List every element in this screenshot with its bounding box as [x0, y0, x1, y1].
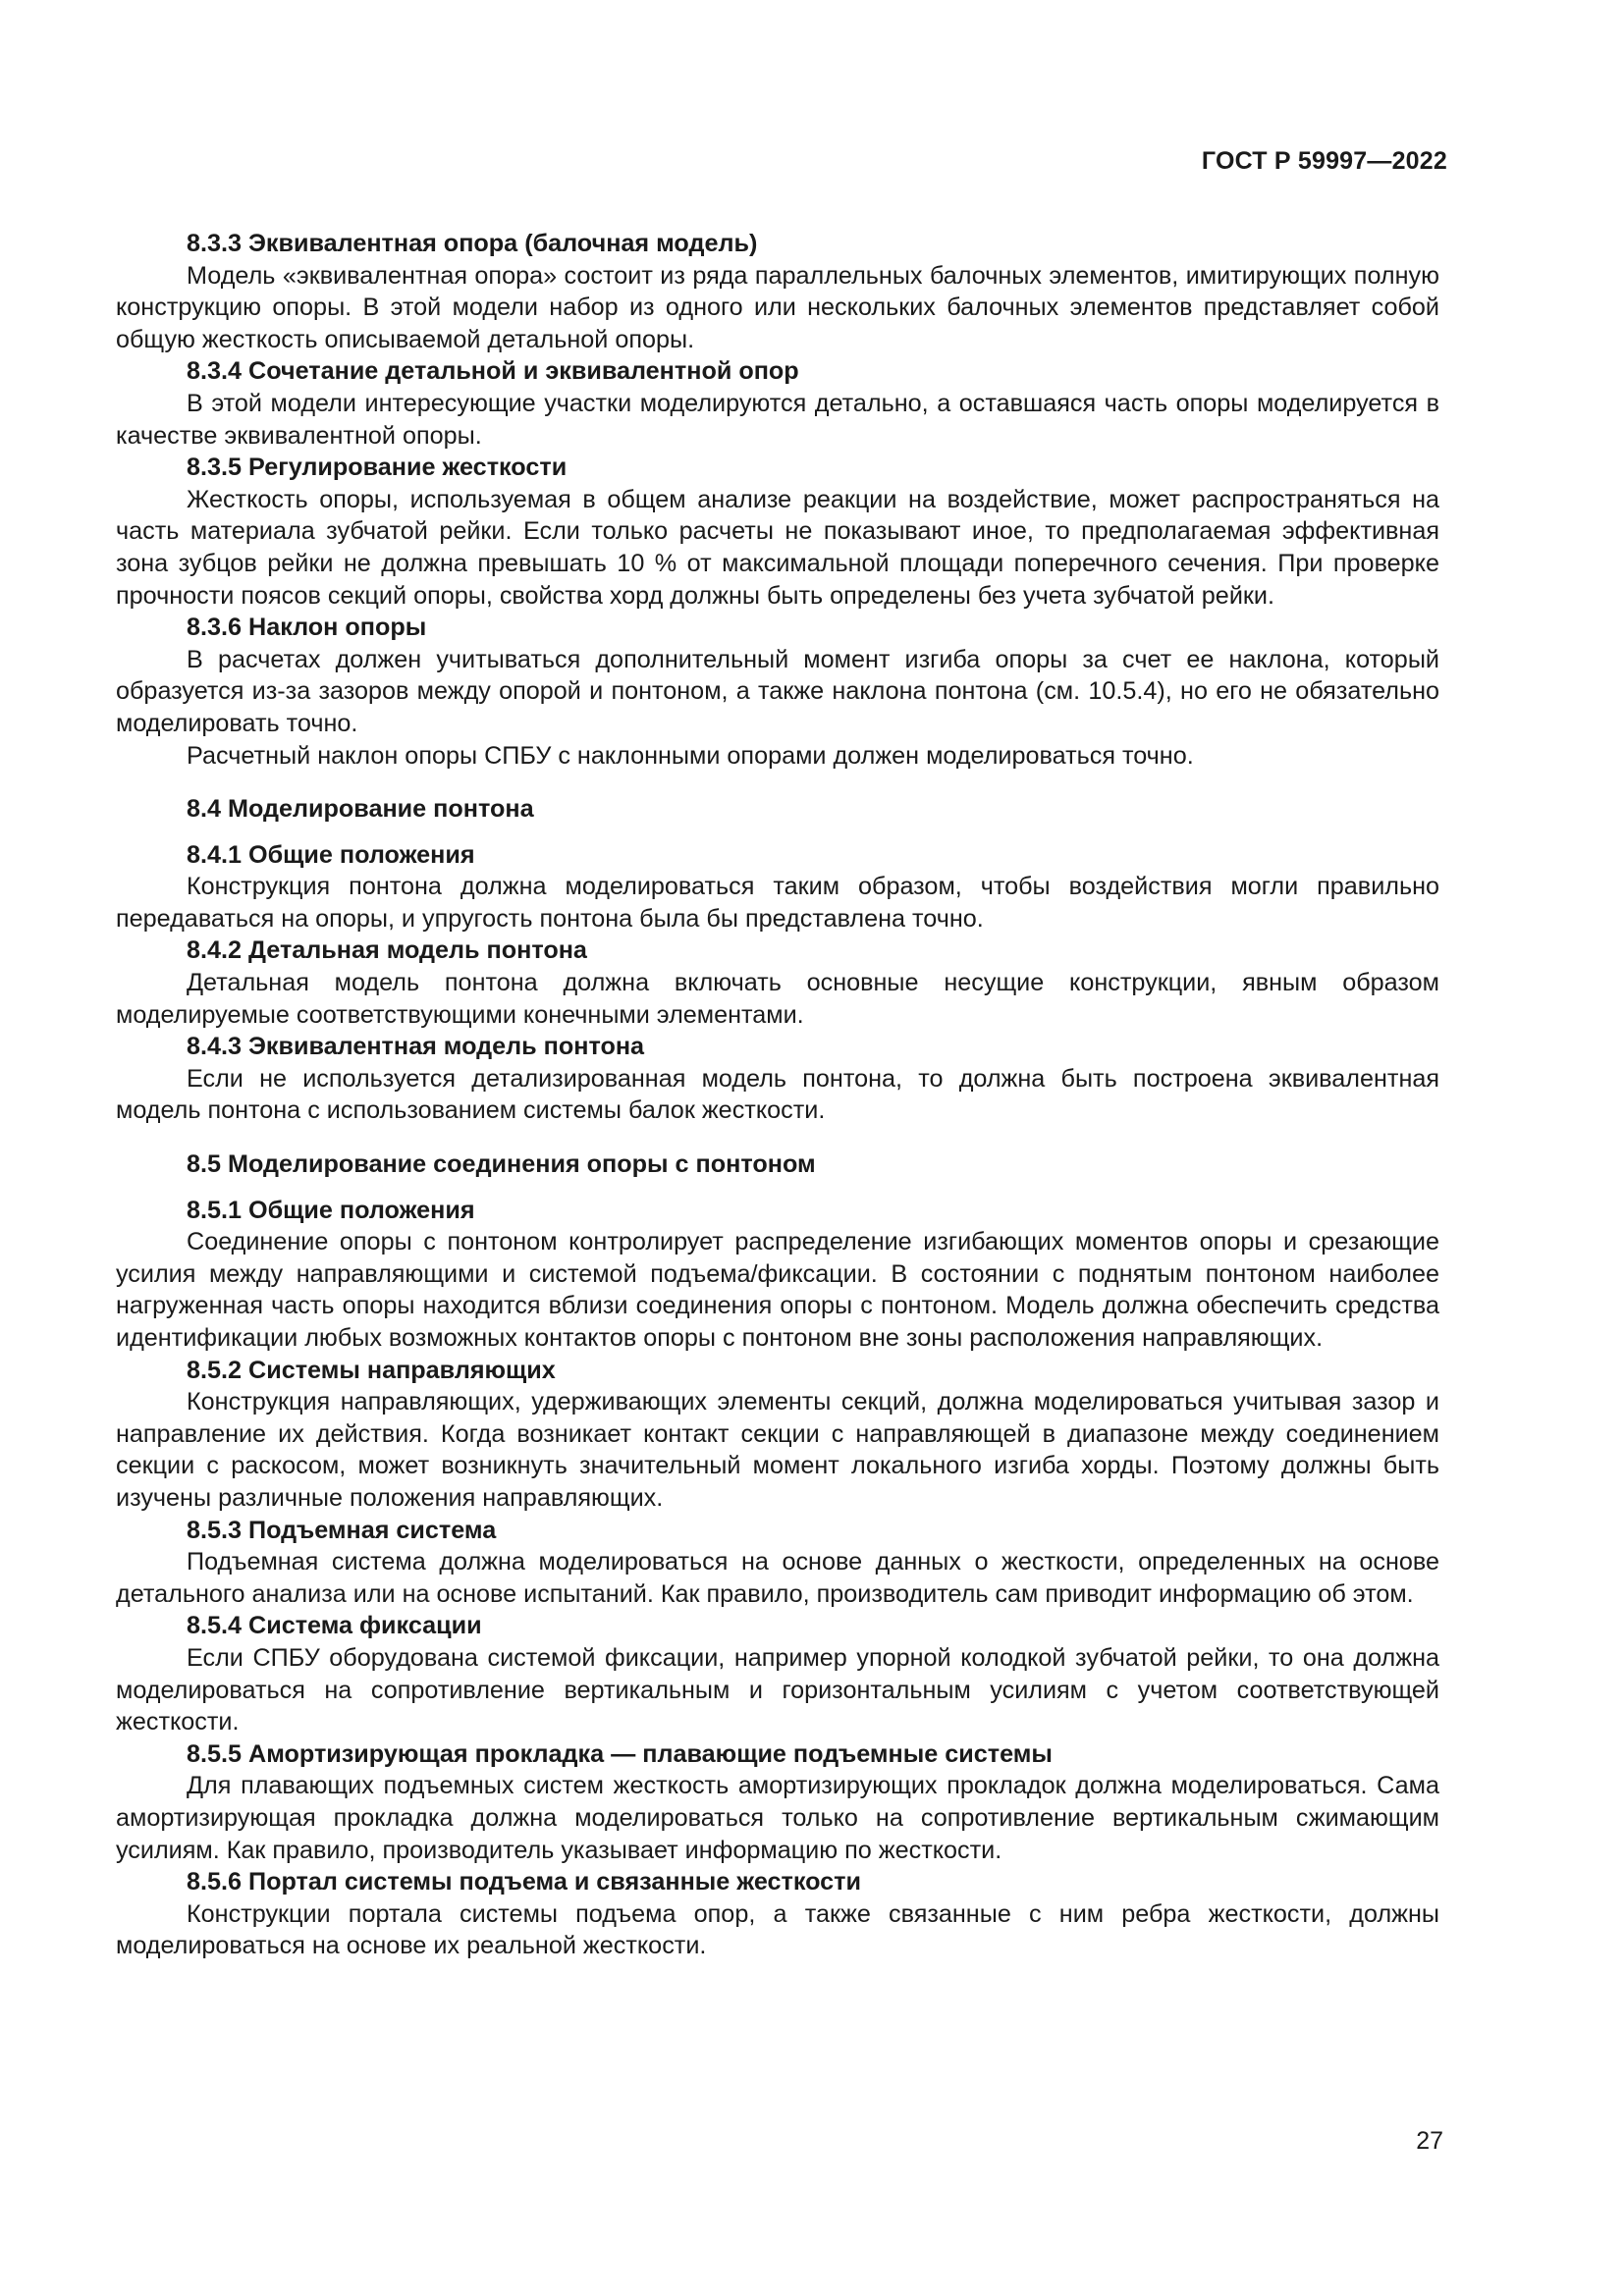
paragraph: Если не используется детализированная модель понтона, то должна быть построена эквивалентная модель понтона с использованием системы балок жесткости.	[116, 1064, 1439, 1125]
heading-8-5-5: 8.5.5 Амортизирующая прокладка — плавающие подъемные системы	[187, 1739, 1053, 1768]
paragraph: Соединение опоры с понтоном контролирует распределение изгибающих моментов опоры и срезающие усилия между направляющими и системой подъема/фиксации. В состоянии с поднятым понтоном наиболее нагруженная часть опоры находится вблизи соединения опоры с понтоном. Модель должна обеспечить средства идентификации любых возможных контактов опоры с понтоном вне зоны расположения направляющих.	[116, 1228, 1439, 1352]
heading-8-4-3: 8.4.3 Эквивалентная модель понтона	[187, 1033, 645, 1061]
section-heading-8-5: 8.5 Моделирование соединения опоры с понтоном	[187, 1150, 816, 1179]
paragraph: Для плавающих подъемных систем жесткость амортизирующих прокладок должна моделироваться. Сама амортизирующая прокладка должна моделироваться только на сопротивление вертикальным сжимающим усилиям. Как правило, производитель указывает информацию по жесткости.	[116, 1772, 1439, 1864]
page-number: 27	[1416, 2127, 1443, 2155]
document-header: ГОСТ Р 59997—2022	[1201, 147, 1447, 175]
document-body	[116, 228, 1439, 1962]
heading-8-3-5: 8.3.5 Регулирование жесткости	[187, 454, 568, 482]
paragraph: Если СПБУ оборудована системой фиксации, например упорной колодкой зубчатой рейки, то она должна моделироваться на сопротивление вертикальным и горизонтальным усилиям с учетом соответствующей жесткости.	[116, 1643, 1439, 1736]
heading-8-5-3: 8.5.3 Подъемная система	[187, 1516, 497, 1544]
paragraph: Жесткость опоры, используемая в общем анализе реакции на воздействие, может распространяться на часть материала зубчатой рейки. Если только расчеты не показывают иное, то предполагаемая эффективная зона зубцов рейки не должна превышать 10 % от максимальной площади поперечного сечения. При проверке прочности поясов секций опоры, свойства хорд должны быть определены без учета зубчатой рейки.	[116, 485, 1439, 610]
heading-8-3-4: 8.3.4 Сочетание детальной и эквивалентной опор	[187, 357, 799, 386]
paragraph: В этой модели интересующие участки моделируются детально, а оставшаяся часть опоры моделируется в качестве эквивалентной опоры.	[116, 389, 1439, 450]
paragraph: Конструкции портала системы подъема опор, а также связанные с ним ребра жесткости, должны моделироваться на основе их реальной жесткости.	[116, 1899, 1439, 1960]
paragraph: Расчетный наклон опоры СПБУ с наклонными опорами должен моделироваться точно.	[187, 741, 1194, 770]
paragraph: Конструкция направляющих, удерживающих элементы секций, должна моделироваться учитывая зазор и направление их действия. Когда возникает контакт секции с направляющей в диапазоне между соединением секции с раскосом, может возникнуть значительный момент локального изгиба хорды. Поэтому должны быть изучены различные положения направляющих.	[116, 1388, 1439, 1512]
heading-8-4-1: 8.4.1 Общие положения	[187, 840, 475, 869]
heading-8-3-6: 8.3.6 Наклон опоры	[187, 614, 427, 642]
section-heading-8-4: 8.4 Моделирование понтона	[187, 795, 534, 824]
paragraph: В расчетах должен учитываться дополнительный момент изгиба опоры за счет ее наклона, который образуется из-за зазоров между опорой и понтоном, а также наклона понтона (см. 10.5.4), но его не обязательно моделировать точно.	[116, 645, 1439, 737]
paragraph: Детальная модель понтона должна включать основные несущие конструкции, явным образом моделируемые соответствующими конечными элементами.	[116, 969, 1439, 1029]
heading-8-5-4: 8.5.4 Система фиксации	[187, 1612, 482, 1640]
paragraph: Конструкция понтона должна моделироваться таким образом, чтобы воздействия могли правильно передаваться на опоры, и упругость понтона была бы представлена точно.	[116, 873, 1439, 933]
heading-8-3-3: 8.3.3 Эквивалентная опора (балочная модель)	[187, 230, 758, 257]
heading-8-4-2: 8.4.2 Детальная модель понтона	[187, 936, 587, 965]
heading-8-5-6: 8.5.6 Портал системы подъема и связанные жесткости	[187, 1868, 861, 1896]
paragraph: Подъемная система должна моделироваться на основе данных о жесткости, определенных на основе детального анализа или на основе испытаний. Как правило, производитель сам приводит информацию об этом.	[116, 1548, 1439, 1608]
paragraph: Модель «эквивалентная опора» состоит из ряда параллельных балочных элементов, имитирующих полную конструкцию опоры. В этой модели набор из одного или нескольких балочных элементов представляет собой общую жесткость описываемой детальной опоры.	[116, 261, 1439, 353]
heading-8-5-1: 8.5.1 Общие положения	[187, 1196, 475, 1224]
heading-8-5-2: 8.5.2 Системы направляющих	[187, 1356, 556, 1384]
